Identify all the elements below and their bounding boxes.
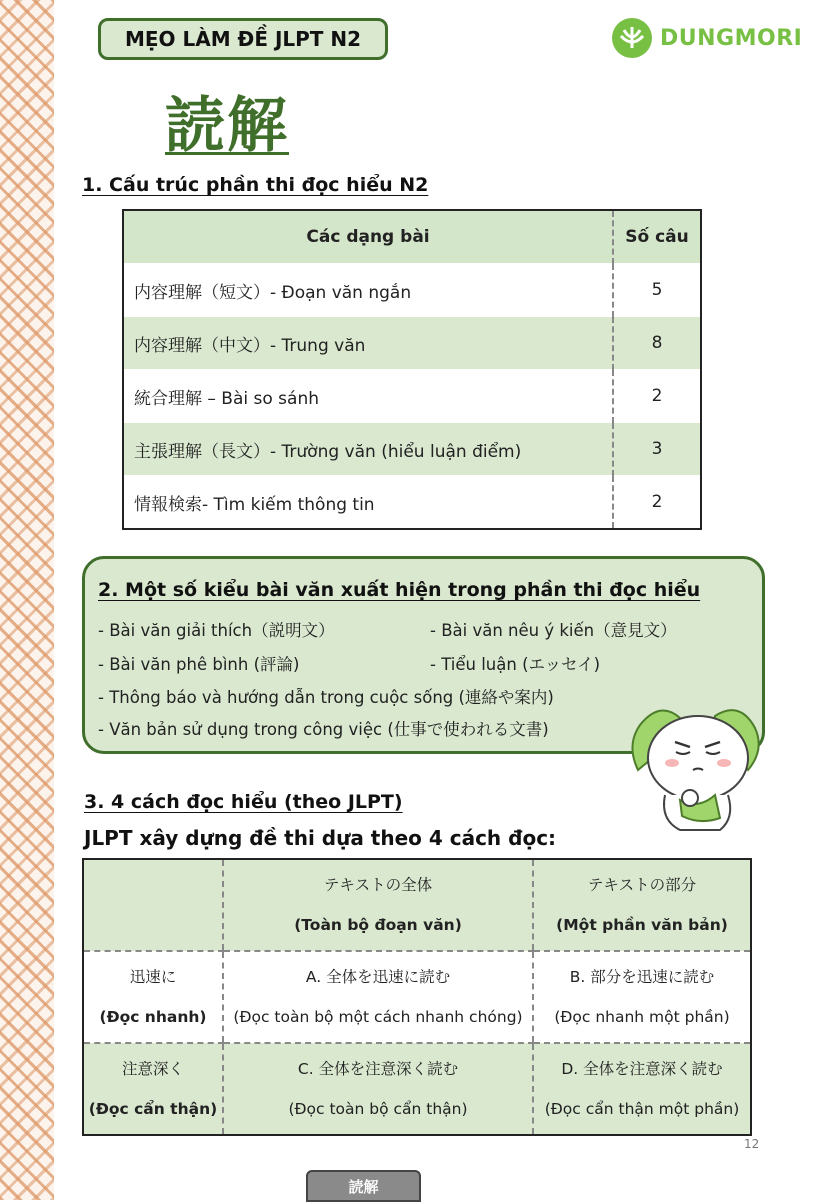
list-item: - Bài văn phê bình (評論) bbox=[98, 655, 300, 674]
list-item: - Bài văn giải thích（説明文） bbox=[98, 621, 335, 640]
table-row bbox=[123, 264, 701, 317]
column-header-types: Các dạng bài bbox=[123, 210, 613, 264]
table-row bbox=[123, 476, 701, 530]
question-structure-table bbox=[122, 209, 702, 530]
list-item: - Bài văn nêu ý kiến（意見文） bbox=[430, 621, 677, 640]
list-item: - Thông báo và hướng dẫn trong cuộc sống (連絡や案内) bbox=[98, 688, 554, 707]
cell-c bbox=[223, 1043, 533, 1135]
section1-heading: 1. Cấu trúc phần thi đọc hiểu N2 bbox=[82, 174, 429, 196]
row-type: 内容理解（中文）- Trung văn bbox=[123, 317, 613, 370]
cell-a bbox=[223, 951, 533, 1043]
cell-vi: (Đọc nhanh một phần) bbox=[554, 1008, 730, 1026]
row-header-vi: (Đọc cẩn thận) bbox=[88, 1100, 218, 1118]
row-type: 統合理解 – Bài so sánh bbox=[123, 370, 613, 423]
section3-heading: 3. 4 cách đọc hiểu (theo JLPT) bbox=[84, 791, 403, 813]
dungmori-logo bbox=[612, 18, 802, 58]
column-header-vi: (Toàn bộ đoạn văn) bbox=[294, 916, 462, 934]
row-header-careful bbox=[83, 1043, 223, 1135]
column-header-jp: テキストの部分 bbox=[587, 875, 697, 894]
cell-b bbox=[533, 951, 751, 1043]
dungmori-logo-icon bbox=[612, 18, 652, 58]
cell-jp: A. 全体を迅速に読む bbox=[305, 967, 451, 986]
column-header-jp: テキストの全体 bbox=[323, 875, 433, 894]
row-type: 内容理解（短文）- Đoạn văn ngắn bbox=[123, 264, 613, 317]
decorative-border-strip bbox=[0, 0, 54, 1200]
cell-jp: D. 全体を注意深く読む bbox=[561, 1059, 723, 1078]
row-header-jp: 注意深く bbox=[121, 1059, 184, 1078]
section3-subheading: JLPT xây dựng đề thi dựa theo 4 cách đọc: bbox=[84, 826, 557, 850]
table-header-row bbox=[123, 210, 701, 264]
list-item: - Tiểu luận (エッセイ) bbox=[430, 655, 601, 674]
column-header-count: Số câu bbox=[613, 210, 701, 264]
logo-text: DUNGMORI bbox=[660, 25, 803, 51]
reading-methods-table bbox=[82, 858, 752, 1136]
cell-vi: (Đọc toàn bộ cẩn thận) bbox=[288, 1100, 468, 1118]
table-row bbox=[123, 317, 701, 370]
page-title: 読解 bbox=[165, 91, 289, 161]
row-header-jp: 迅速に bbox=[129, 967, 177, 986]
table-row bbox=[83, 1043, 751, 1135]
column-header-part bbox=[533, 859, 751, 951]
table-row bbox=[123, 370, 701, 423]
header-badge: MẸO LÀM ĐỀ JLPT N2 bbox=[98, 18, 388, 60]
empty-corner-cell bbox=[83, 859, 223, 951]
column-header-whole bbox=[223, 859, 533, 951]
row-count: 2 bbox=[613, 370, 701, 423]
list-item: - Văn bản sử dụng trong công việc (仕事で使われる文書) bbox=[98, 720, 549, 739]
table-row bbox=[123, 423, 701, 476]
row-count: 3 bbox=[613, 423, 701, 476]
cell-vi: (Đọc cẩn thận một phần) bbox=[544, 1100, 740, 1118]
table-row bbox=[83, 951, 751, 1043]
cell-d bbox=[533, 1043, 751, 1135]
row-header-vi: (Đọc nhanh) bbox=[99, 1008, 207, 1026]
row-type: 主張理解（長文）- Trường văn (hiểu luận điểm) bbox=[123, 423, 613, 476]
page-number: 12 bbox=[744, 1137, 760, 1151]
row-count: 2 bbox=[613, 476, 701, 530]
row-type: 情報検索- Tìm kiếm thông tin bbox=[123, 476, 613, 530]
row-count: 5 bbox=[613, 264, 701, 317]
footer-tab-dokkai[interactable]: 読解 bbox=[306, 1170, 421, 1202]
row-count: 8 bbox=[613, 317, 701, 370]
row-header-fast bbox=[83, 951, 223, 1043]
section2-heading: 2. Một số kiểu bài văn xuất hiện trong phần thi đọc hiểu bbox=[98, 579, 701, 601]
cell-vi: (Đọc toàn bộ một cách nhanh chóng) bbox=[233, 1008, 523, 1026]
mascot-illustration bbox=[620, 700, 770, 835]
cell-jp: C. 全体を注意深く読む bbox=[297, 1059, 459, 1078]
column-header-vi: (Một phần văn bản) bbox=[556, 916, 728, 934]
cell-jp: B. 部分を迅速に読む bbox=[569, 967, 715, 986]
table-header-row bbox=[83, 859, 751, 951]
